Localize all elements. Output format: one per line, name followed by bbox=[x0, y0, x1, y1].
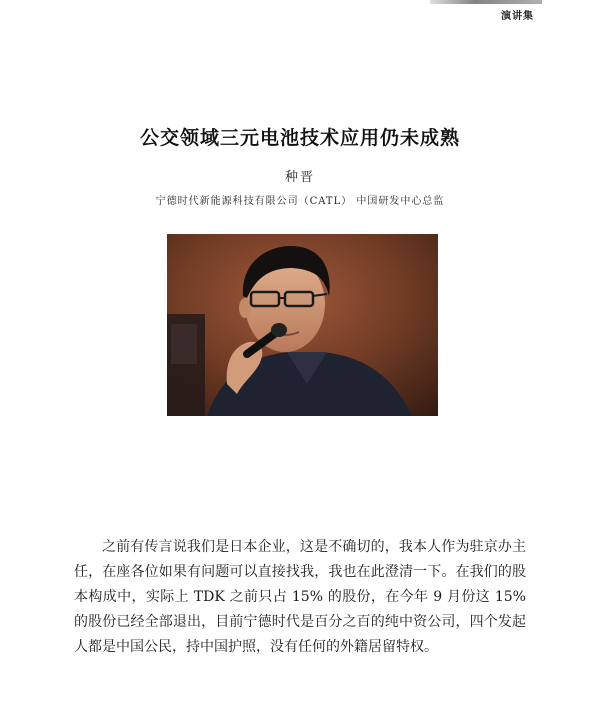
speaker-photo bbox=[167, 234, 438, 416]
header-rule bbox=[430, 0, 542, 4]
article-paragraph: 之前有传言说我们是日本企业，这是不确切的，我本人作为驻京办主任，在座各位如果有问题可以直接找我，我也在此澄清一下。在我们的股本构成中，实际上 TDK 之前只占 15% 的股份，在今年 9 月份这 15% 的股份已经全部退出，目前宁德时代是百分之百的纯中资公司，四个发起人都是中国公民，持中国护照，没有任何的外籍居留特权。 bbox=[74, 539, 526, 655]
author-affiliation: 宁德时代新能源科技有限公司（CATL） 中国研发中心总监 bbox=[155, 196, 445, 207]
author-name: 种晋 bbox=[284, 170, 315, 185]
article-title: 公交领域三元电池技术应用仍未成熟 bbox=[139, 127, 460, 149]
running-header: 演讲集 bbox=[501, 11, 534, 22]
